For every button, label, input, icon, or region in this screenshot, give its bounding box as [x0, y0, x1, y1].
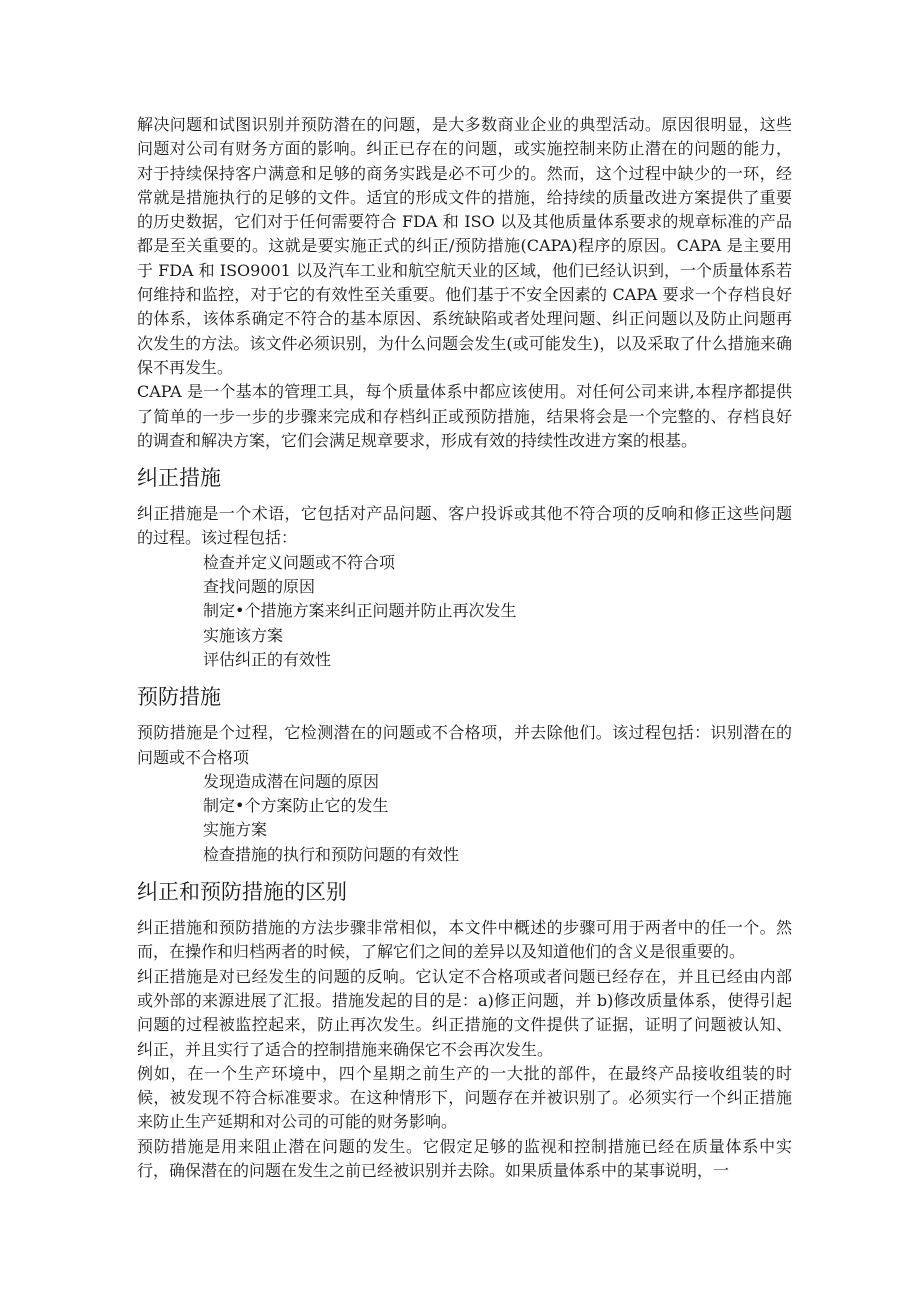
preventive-steps-list [137, 770, 792, 867]
list-item: 查找问题的原因 [203, 577, 316, 597]
difference-heading: 纠正和预防措施的区别 [137, 880, 347, 905]
difference-paragraph-4: 预防措施是用来阻止潜在问题的发生。它假定足够的监视和控制措施已经在质量体系中实行，确保潜在的问题在发生之前已经被识别并去除。如果质量体系中的某事说明，一 [137, 1136, 792, 1180]
list-item: 实施方案 [203, 820, 268, 840]
list-item: 制定•个方案防止它的发生 [203, 796, 389, 816]
difference-paragraph-2: 纠正措施是对已经发生的问题的反响。它认定不合格项或者问题已经存在，并且已经由内部或外部的来源进展了汇报。措施发起的目的是：a)修正问题，并 b)修改质量体系，使得引起问题的过程被监控起来，防止再次发生。纠正措施的文件提供了证据，证明了问题被认知、纠正，并且实行了适合的控制措施来确保它不会再次发生。 [137, 966, 792, 1059]
document-page [137, 113, 792, 1183]
list-item: 发现造成潜在问题的原因 [203, 771, 380, 791]
list-item: 检查并定义问题或不符合项 [203, 552, 396, 572]
preventive-heading: 预防措施 [137, 685, 221, 710]
intro-paragraph-1: 解决问题和试图识别并预防潜在的问题，是大多数商业企业的典型活动。原因很明显，这些问题对公司有财务方面的影响。纠正已存在的问题，或实施控制来防止潜在的问题的能力，对于持续保持客户满意和足够的商务实践是必不可少的。然而，这个过程中缺少的一环，经常就是措施执行的足够的文件。适宜的形成文件的措施，给持续的质量改进方案提供了重要的历史数据，它们对于任何需要符合 FDA 和 ISO 以及其他质量体系要求的规章标准的产品都是至关重要的。这就是要实施正式的纠正/预防措施(CAPA)程序的原因。CAPA 是主要用于 FDA 和 ISO9001 以及汽车工业和航空航天业的区域，他们已经认识到，一个质量体系若何维持和监控，对于它的有效性至关重要。他们基于不安全因素的 CAPA 要求一个存档良好的体系，该体系确定不符合的基本原因、系统缺陷或者处理问题、纠正问题以及防止问题再次发生的方法。该文件必须识别，为什么问题会发生(或可能发生)，以及采取了什么措施来确保不再发生。 [137, 115, 792, 377]
corrective-heading: 纠正措施 [137, 466, 221, 491]
list-item: 制定•个措施方案来纠正问题并防止再次发生 [203, 601, 517, 621]
list-item: 实施该方案 [203, 625, 284, 645]
corrective-paragraph: 纠正措施是一个术语，它包括对产品问题、客户投诉或其他不符合项的反响和修正这些问题的过程。该过程包括： [137, 504, 792, 548]
difference-paragraph-1: 纠正措施和预防措施的方法步骤非常相似，本文件中概述的步骤可用于两者中的任一个。然而，在操作和归档两者的时候，了解它们之间的差异以及知道他们的含义是很重要的。 [137, 918, 792, 962]
preventive-paragraph: 预防措施是个过程，它检测潜在的问题或不合格项，并去除他们。该过程包括：识别潜在的问题或不合格项 [137, 723, 792, 767]
intro-paragraph-2: CAPA 是一个基本的管理工具，每个质量体系中都应该使用。对任何公司来讲,本程序都提供了简单的一步一步的步骤来完成和存档纠正或预防措施，结果将会是一个完整的、存档良好的调查和解决方案，它们会满足规章要求，形成有效的持续性改进方案的根基。 [137, 382, 792, 450]
list-item: 评估纠正的有效性 [203, 649, 332, 669]
list-item: 检查措施的执行和预防问题的有效性 [203, 844, 460, 864]
difference-paragraph-3: 例如，在一个生产环境中，四个星期之前生产的一大批的部件，在最终产品接收组装的时候，被发现不符合标准要求。在这种情形下，问题存在并被识别了。必须实行一个纠正措施来防止生产延期和对公司的可能的财务影响。 [137, 1063, 792, 1132]
corrective-steps-list [137, 551, 792, 672]
